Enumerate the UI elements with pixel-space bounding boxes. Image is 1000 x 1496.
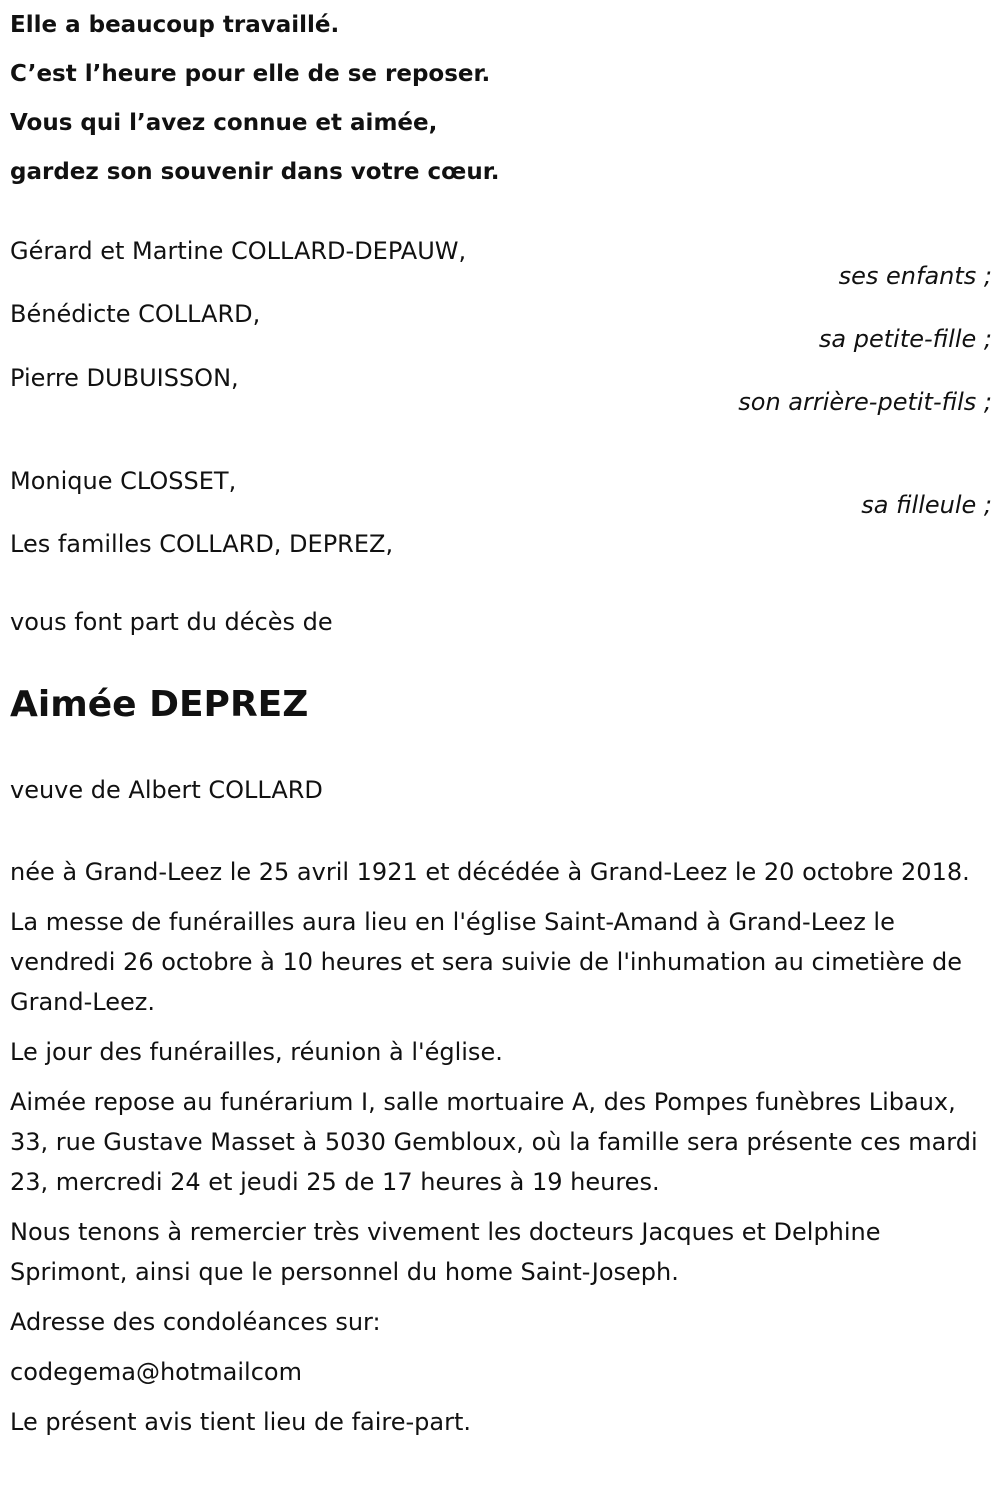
poem-line: C’est l’heure pour elle de se reposer. <box>10 61 491 87</box>
family-member-name: Pierre DUBUISSON, <box>10 364 239 392</box>
notice-body <box>10 852 990 1452</box>
funerarium-paragraph: Aimée repose au funérarium I, salle mortuaire A, des Pompes funèbres Libaux, 33, rue Gustave Masset à 5030 Gembloux, où la famille sera présente ces mardi 23, mercredi 24 et jeudi 25 de 17 heures à 19 heures. <box>10 1088 978 1196</box>
condolences-email: codegema@hotmailcom <box>10 1358 302 1386</box>
birth-death-paragraph: née à Grand-Leez le 25 avril 1921 et décédée à Grand-Leez le 20 octobre 2018. <box>10 858 970 886</box>
family-member-name: Bénédicte COLLARD, <box>10 300 261 328</box>
family-member-relation: ses enfants ; <box>838 262 992 290</box>
announcement-text: vous font part du décès de <box>10 608 333 636</box>
condolences-label: Adresse des condoléances sur: <box>10 1308 381 1336</box>
family-member-name: Gérard et Martine COLLARD-DEPAUW, <box>10 237 467 265</box>
funeral-mass-paragraph: La messe de funérailles aura lieu en l'église Saint-Amand à Grand-Leez le vendredi 26 octobre à 10 heures et sera suivie de l'inhumation au cimetière de Grand-Leez. <box>10 908 963 1016</box>
family-member-relation: sa filleule ; <box>861 491 992 519</box>
family-member-relation: sa petite-fille ; <box>818 325 992 353</box>
deceased-name: Aimée DEPREZ <box>10 684 309 725</box>
spouse-line: veuve de Albert COLLARD <box>10 776 323 804</box>
closing-note: Le présent avis tient lieu de faire-part. <box>10 1408 472 1436</box>
poem-line: gardez son souvenir dans votre cœur. <box>10 159 500 185</box>
poem-line: Vous qui l’avez connue et aimée, <box>10 110 438 136</box>
poem <box>10 8 992 204</box>
family-member-name: Monique CLOSSET, <box>10 467 237 495</box>
family-member-name: Les familles COLLARD, DEPREZ, <box>10 530 394 558</box>
family-member-relation: son arrière-petit-fils ; <box>738 388 992 416</box>
gathering-paragraph: Le jour des funérailles, réunion à l'église. <box>10 1038 503 1066</box>
poem-line: Elle a beaucoup travaillé. <box>10 12 340 38</box>
thanks-paragraph: Nous tenons à remercier très vivement les docteurs Jacques et Delphine Sprimont, ainsi que le personnel du home Saint-Joseph. <box>10 1218 881 1286</box>
